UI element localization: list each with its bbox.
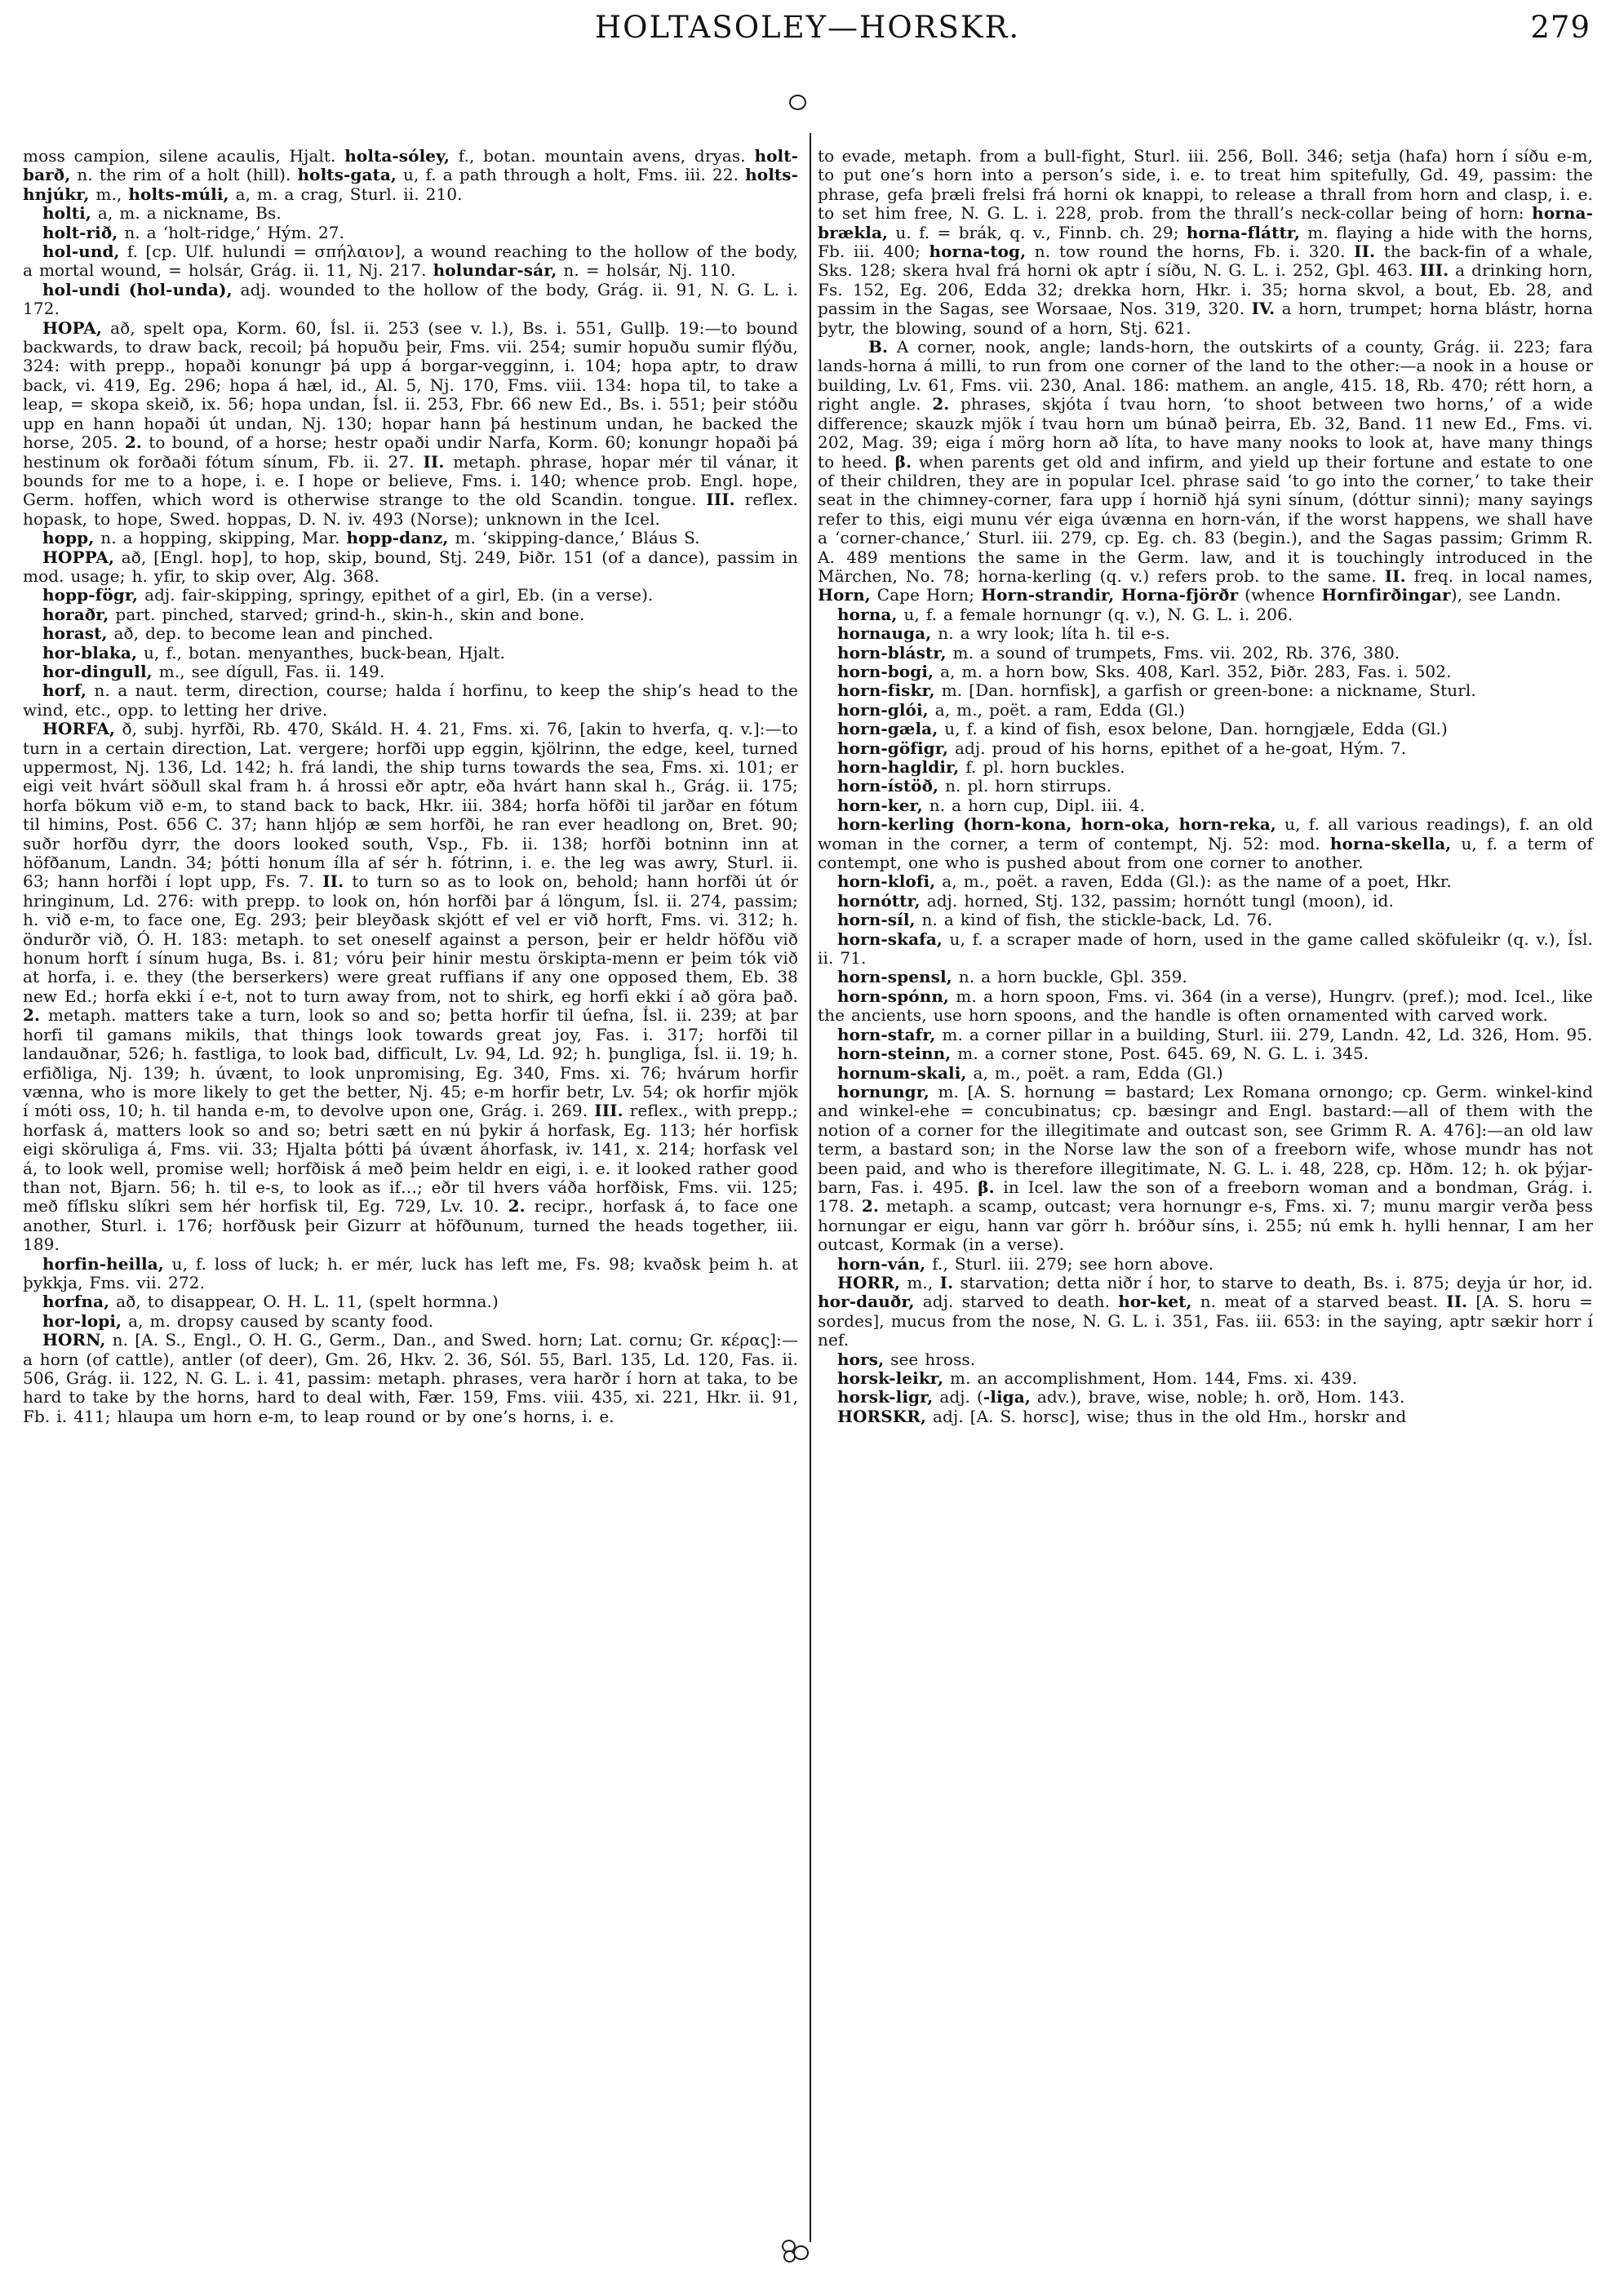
headword: HORR, bbox=[837, 1272, 901, 1292]
entry-text: f., botan. mountain avens, dryas. bbox=[450, 146, 755, 166]
headword: hopp-danz, bbox=[346, 528, 449, 548]
entry-text: a, m. a crag, Sturl. ii. 210. bbox=[228, 184, 463, 204]
headword: hor-lopi, bbox=[42, 1310, 122, 1331]
headword: holts-múli, bbox=[128, 184, 229, 204]
dictionary-entry bbox=[818, 930, 1593, 968]
headword: Hornfirðingar bbox=[1321, 585, 1451, 605]
entry-text: a horn, trumpet; horna blástr, horna þytr, the blowing, sound of a horn, Stj. 621. bbox=[818, 299, 1593, 338]
headword: hornóttr, bbox=[837, 890, 921, 911]
headword: horn-stafr, bbox=[837, 1024, 936, 1044]
entry-text: n. a horn buckle, Gþl. 359. bbox=[952, 967, 1187, 987]
dictionary-entry bbox=[818, 720, 1593, 738]
headword: horsk-ligr, bbox=[837, 1387, 934, 1407]
dictionary-entry bbox=[23, 586, 798, 605]
dictionary-entry bbox=[818, 147, 1593, 338]
entry-text: a drinking horn, Fs. 152, Eg. 206, Edda 32; drekka horn, Hkr. i. 35; horna skvol, a bout, Eb. 28, and passim in the Sagas, see Worsaae, Nos. 319, 320. bbox=[818, 260, 1594, 319]
dictionary-entry bbox=[818, 644, 1593, 663]
running-head-title: HOLTASOLEY—HORSKR. bbox=[594, 10, 1021, 45]
entry-text: m., see dígull, Fas. ii. 149. bbox=[152, 661, 385, 681]
entry-text: f., Sturl. iii. 279; see horn above. bbox=[925, 1253, 1214, 1274]
headword: horn-bogi, bbox=[837, 661, 934, 681]
dictionary-entry bbox=[23, 548, 798, 587]
headword: IV. bbox=[1251, 299, 1276, 319]
headword: horf, bbox=[42, 680, 87, 701]
entry-text: a, m. a nickname, Bs. bbox=[91, 203, 282, 224]
entry-text: n. the rim of a holt (hill). bbox=[70, 165, 298, 185]
headword: hor-dauðr, bbox=[818, 1292, 915, 1312]
headword: horn-kerling (horn-kona, horn-oka, horn-reka, bbox=[837, 814, 1276, 835]
headword: HOPA, bbox=[42, 317, 102, 338]
entry-text: að, [Engl. hop], to hop, skip, bound, Stj. 249, Þiðr. 151 (of a dance), passim in mod. usage; h. yfir, to skip over, Alg. 368. bbox=[23, 547, 798, 586]
entry-text: n. a horn cup, Dipl. iii. 4. bbox=[922, 795, 1146, 815]
headword: II. bbox=[1354, 242, 1376, 262]
dictionary-entry bbox=[23, 1312, 798, 1331]
entry-text: starvation; detta niðr í hor, to starve to death, Bs. i. 875; deyja úr hor, id. bbox=[953, 1272, 1593, 1292]
dictionary-entry bbox=[818, 911, 1593, 929]
dictionary-entry bbox=[818, 701, 1593, 720]
headword: horsk-leikr, bbox=[837, 1368, 944, 1388]
dictionary-entry bbox=[818, 1044, 1593, 1063]
headword: horn-blástr, bbox=[837, 642, 947, 663]
entry-text: n. = holsár, Nj. 110. bbox=[557, 260, 736, 281]
entry-text: adj. ( bbox=[933, 1387, 983, 1407]
entry-text: u, f. a female hornungr (q. v.), N. G. L. i. 206. bbox=[897, 604, 1293, 624]
headword: horn-ístöð, bbox=[837, 776, 939, 796]
headword: holundar-sár, bbox=[433, 260, 557, 281]
entry-text: A corner, nook, angle; lands-horn, the outskirts of a county, Grág. ii. 223; fara lands-horna á milli, to run from one corner of the land to the other:—a nook in a house or building, Lv. 61, Fms. vii. 230, Anal. 186: mathem. an angle, 415. 18, Rb. 470; rétt horn, a right angle. bbox=[818, 337, 1593, 414]
dictionary-entry bbox=[818, 338, 1593, 605]
headword: hor-dingull, bbox=[42, 661, 153, 681]
dictionary-entry bbox=[818, 796, 1593, 815]
headword: horn-hagldir, bbox=[837, 757, 960, 777]
entry-text: adj. fair-skipping, springy, epithet of a girl, Eb. (in a verse). bbox=[138, 585, 654, 605]
dictionary-entry bbox=[818, 605, 1593, 624]
headword: horaðr, bbox=[42, 604, 109, 624]
dictionary-entry bbox=[23, 605, 798, 624]
entry-text: moss campion, silene acaulis, Hjalt. bbox=[23, 146, 345, 166]
entry-text: n. a naut. term, direction, course; halda í horfinu, to keep the ship’s head to the wind, etc., opp. to letting her drive. bbox=[23, 680, 798, 720]
entry-text: to evade, metaph. from a bull-fight, Sturl. iii. 256, Boll. 346; setja (hafa) horn í síðu e-m, to put one’s horn into a person’s side, i. e. to treat him spitefully, Gd. 49, passim: the phrase, gefa þræli frelsi frá horni ok knappi, to release a thrall from horn and clasp, i. e. to set him free, N. G. L. i. 228, prob. from the thrall’s neck-collar being of horn: bbox=[818, 146, 1593, 224]
dictionary-entry bbox=[818, 872, 1593, 891]
headword: Horn, bbox=[818, 585, 871, 605]
dictionary-entry bbox=[818, 758, 1593, 777]
entry-text: n. pl. horn stirrups. bbox=[938, 776, 1112, 796]
entry-text: see hross. bbox=[884, 1349, 976, 1369]
entry-text: að, spelt opa, Korm. 60, Ísl. ii. 253 (see v. l.), Bs. i. 551, Gullþ. 19:—to bound backwards, to draw back, recoil; þá hopuðu þeir, Fms. vii. 254; sumir hopuðu sumir flýðu, 324: with prepp., hopaði konungr þá upp á borgar-vegginn, i. 104; hopa aptr, to draw back, vi. 419, Eg. 296; hopa á hæl, id., Al. 5, Nj. 170, Fms. viii. 134: hopa til, to take a leap, = skopa skeið, ix. 56; hopa undan, Ísl. ii. 253, Fbr. 66 new Ed., Bs. i. 551; þeir stóðu upp en hann hopaði út undan, Nj. 130; hopar hann þá hestinum undan, he backed the horse, 205. bbox=[23, 317, 798, 453]
entry-text: to turn so as to look on, behold; hann horfði út ór hringinum, Ld. 276: with prepp. to look on, hón horfði þar á löngum, Ísl. ii. 274, passim; h. við e-m, to face one, Eg. 293; þeir bleyðask skjótt ef vel er við horft, Fms. vi. 312; h. öndurðr við, Ó. H. 183: metaph. to set oneself against a person, þeir er heldr höfðu við honum horft í sínum huga, Bs. i. 81; vóru þeir hinir mestu örskipta-menn er þeim tók við at horfa, i. e. they (the berserkers) were great ruffians if any one opposed them, Eb. 38 new Ed.; horfa ekki í e-t, not to turn away from, not to shirk, eg horfi ekki í að göra það. bbox=[23, 871, 798, 1006]
entry-text: recipr., horfask á, to face one another, Sturl. i. 176; horfðusk þeir Gizurr at höfðunum, turned the heads together, iii. 189. bbox=[23, 1196, 798, 1255]
headword: HORSKR, bbox=[837, 1406, 927, 1426]
headword: horna-tog, bbox=[929, 242, 1027, 262]
entry-text: m. a corner pillar in a building, Sturl. iii. 279, Landn. 42, Ld. 326, Hom. 95. bbox=[935, 1024, 1593, 1044]
entry-text: m. an accomplishment, Hom. 144, Fms. xi. 439. bbox=[943, 1368, 1358, 1388]
entry-text: f. [cp. Ulf. hulundi = σπήλαιον], a wound reaching to the hollow of the body, a mortal wound, = holsár, Grág. ii. 11, Nj. 217. bbox=[23, 242, 798, 281]
dictionary-entry bbox=[23, 1331, 798, 1426]
dictionary-entry bbox=[23, 224, 798, 242]
entry-text: u, f. all various readings), f. an old woman in the corner, a term of contempt, Nj. 52: mod. bbox=[818, 814, 1593, 853]
dictionary-entry bbox=[818, 1407, 1593, 1426]
dictionary-entry bbox=[818, 1064, 1593, 1083]
headword: Horn-strandir, Horna-fjörðr bbox=[981, 585, 1239, 605]
entry-text: a, m. a horn bow, Sks. 408, Karl. 352, Þiðr. 283, Fas. i. 502. bbox=[934, 661, 1452, 681]
entry-text: adj. [A. S. horsc], wise; thus in the old Hm., horskr and bbox=[926, 1406, 1407, 1426]
entry-text: að, to disappear, O. H. L. 11, (spelt hormna.) bbox=[109, 1292, 499, 1312]
headword: β. bbox=[894, 451, 912, 472]
headword: hopp-fögr, bbox=[42, 585, 139, 605]
entry-text: [A. S. horu = sordes], mucus from the nose, N. G. L. i. 351, Fas. iii. 653: in the saying, aptr sækir horr í nef. bbox=[818, 1292, 1593, 1350]
entry-text: adv.), brave, wise, noble; h. orð, Hom. 143. bbox=[1030, 1387, 1405, 1407]
dictionary-entry bbox=[818, 968, 1593, 986]
entry-text: u, f. loss of luck; h. er mér, luck has left me, Fs. 98; kvaðsk þeim h. at þykkja, Fms. vii. 272. bbox=[23, 1253, 798, 1292]
headword: horast, bbox=[42, 623, 108, 644]
headword: hol-und, bbox=[42, 242, 120, 262]
dictionary-entry bbox=[818, 624, 1593, 643]
headword: HORFA, bbox=[42, 719, 116, 739]
headword: horfna, bbox=[42, 1292, 110, 1312]
headword: hornauga, bbox=[837, 623, 932, 644]
dictionary-entry bbox=[23, 644, 798, 663]
headword: II. bbox=[423, 451, 445, 472]
dictionary-entry bbox=[818, 1369, 1593, 1388]
entry-text: m. a corner stone, Post. 645. 69, N. G. L. i. 345. bbox=[951, 1044, 1369, 1064]
headword: horn-gæla, bbox=[837, 719, 938, 739]
dictionary-entry bbox=[23, 720, 798, 1254]
entry-text: n. tow round the horns, Fb. i. 320. bbox=[1026, 242, 1355, 262]
column-divider-rule bbox=[810, 133, 811, 2242]
headword: holt-rið, bbox=[42, 222, 118, 242]
headword: 2. bbox=[23, 1005, 41, 1026]
entry-text: að, dep. to become lean and pinched. bbox=[107, 623, 433, 644]
entry-text: metaph. phrase, hopar mér til vánar, it bounds for me to a hope, i. e. I hope or believe, Fms. i. 140; whence prob. Engl. hope, Germ. hoffen, which word is otherwise strange to the old Scandin. tongue. bbox=[23, 451, 798, 510]
dictionary-entry bbox=[23, 242, 798, 281]
headword: 2. bbox=[124, 432, 142, 453]
dictionary-entry bbox=[23, 529, 798, 547]
entry-text: m. flaying a hide with the horns, Fb. iii. 400; bbox=[818, 222, 1593, 262]
headword: II. bbox=[1446, 1292, 1468, 1312]
dictionary-entry bbox=[818, 1255, 1593, 1274]
entry-text: ð, subj. hyrfði, Rb. 470, Skáld. H. 4. 21, Fms. xi. 76, [akin to hverfa, q. v.]:—to turn in a certain direction, Lat. vergere; horfði upp eggin, kjölrinn, the edge, keel, turned uppermost, Nj. 136, Ld. 142; h. frá landi, the ship turns towards the sea, Fms. xi. 101; er eigi veit hvárt söðull skal fram h. á hrossi eðr aptr, eða hvárt hann skal h., Grág. ii. 175; horfa bökum við e-m, to stand back to back, Hkr. iii. 384; horfa höfði til jarðar en fótum til himins, Post. 656 C. 37; hann hljóp æ sem horfði, he ran ever headlong on, Bret. 90; suðr horfðu dyrr, the doors looked south, Vsp., Fb. ii. 138; horfði botninn inn at höfðanum, Landn. 34; þótti honum ílla af sér h. fótrinn, i. e. the leg was awry, Sturl. ii. 63; hann horfði í lopt upp, Fs. 7. bbox=[23, 719, 798, 892]
headword: hor-blaka, bbox=[42, 642, 138, 663]
entry-text: adj. proud of his horns, epithet of a he-goat, Hým. 7. bbox=[948, 738, 1407, 758]
entry-text: to bound, of a horse; hestr opaði undir Narfa, Korm. 60; konungr hopaði þá hestinum ok forðaði fótum sínum, Fb. ii. 27. bbox=[23, 432, 798, 472]
entry-text: m. [A. S. hornung = bastard; Lex Romana ornongo; cp. Germ. winkel-kind and winkel-ehe = concubinatus; cp. bæsingr and Engl. bastard:—all of them with the notion of a corner for the illegitimate and outcast son, see Grimm R. A. 476]:—an old law term, a bastard son; in the Norse law the son of a freeborn wife, whose mundr has not been paid, and who is therefore illegitimate, N. G. L. i. 48, 228, cp. Hðm. 12; h. ok þýjar-barn, Fas. i. 495. bbox=[818, 1081, 1593, 1197]
entry-text: ), see Landn. bbox=[1450, 585, 1561, 605]
headword: hors, bbox=[837, 1349, 885, 1369]
headword: hol-undi (hol-unda), bbox=[42, 279, 233, 299]
entry-text: (whence bbox=[1238, 585, 1322, 605]
entry-text: n. [A. S., Engl., O. H. G., Germ., Dan., and Swed. horn; Lat. cornu; Gr. κέρας]:—a horn (of cattle), antler (of deer), Gm. 26, Hkv. 2. 36, Sól. 55, Barl. 135, Ld. 120, Fas. ii. 506, Grág. ii. 122, N. G. L. i. 41, passim: metaph. phrases, vera harðr í horn at taka, to be hard to take by the horns, hard to deal with, Fær. 159, Fms. viii. 435, xi. 221, Hkr. ii. 91, Fb. i. 411; hlaupa um horn e-m, to leap round or by one’s horns, i. e. bbox=[23, 1330, 798, 1426]
entry-text: u, f., botan. menyanthes, buck-bean, Hjalt. bbox=[137, 642, 506, 663]
headword: horn-ván, bbox=[837, 1253, 926, 1274]
headword: HOPPA, bbox=[42, 547, 115, 567]
entry-text: metaph. a scamp, outcast; vera hornungr e-s, Fms. xi. 7; munu margir verða þess hornungar er eigu, hann var görr h. bróður síns, i. 255; nú emk h. hylli hennar, I am her outcast, Kormak (in a verse). bbox=[818, 1196, 1594, 1255]
entry-text: m., bbox=[89, 184, 129, 204]
ring-ornament-bottom bbox=[793, 2245, 809, 2260]
headword: III. bbox=[1419, 260, 1449, 281]
headword: horn-steinn, bbox=[837, 1044, 952, 1064]
dictionary-entry bbox=[818, 1274, 1593, 1350]
headword: horn-spensl, bbox=[837, 967, 952, 987]
entry-text: adj. horned, Stj. 132, passim; hornótt tungl (moon), id. bbox=[920, 890, 1394, 911]
entry-text: n. a kind of fish, the stickle-back, Ld. 76. bbox=[915, 910, 1273, 930]
entry-text: adj. wounded to the hollow of the body, Grág. ii. 91, N. G. L. i. 172. bbox=[23, 279, 798, 319]
headword: HORN, bbox=[42, 1330, 106, 1350]
entry-text: f. pl. horn buckles. bbox=[959, 757, 1125, 777]
entry-text: freq. in local names, bbox=[1405, 565, 1593, 586]
entry-text: part. pinched, starved; grind-h., skin-h., skin and bone. bbox=[109, 604, 585, 624]
headword: 2. bbox=[932, 394, 950, 414]
dictionary-entry bbox=[818, 1083, 1593, 1255]
entry-text: adj. starved to death. bbox=[914, 1292, 1119, 1312]
dictionary-entry bbox=[818, 815, 1593, 872]
entry-text: the back-fin of a whale, Sks. 128; skera hval frá horni ok aptr í síðu, N. G. L. i. 252, Gþl. 463. bbox=[818, 242, 1593, 281]
headword: horn-glói, bbox=[837, 699, 929, 720]
entry-text: u, f. a scraper made of horn, used in the game called sköfuleikr (q. v.), Ísl. ii. 71. bbox=[818, 929, 1593, 968]
headword: -liga, bbox=[983, 1387, 1031, 1407]
headword: horn-spónn, bbox=[837, 986, 949, 1006]
entry-text: n. a wry look; líta h. til e-s. bbox=[931, 623, 1170, 644]
page-number: 279 bbox=[1530, 10, 1591, 45]
dictionary-entry bbox=[818, 739, 1593, 758]
entry-text: phrases, skjóta í tvau horn, ‘to shoot between two horns,’ of a wide difference; skauzk mjök í tvau horn um búnað þeirra, Eb. 32, Band. 11 new Ed., Fms. vi. 202, Mag. 39; eiga í mörg horn að líta, to have many nooks to look at, have many things to heed. bbox=[818, 394, 1594, 472]
headword: horfin-heilla, bbox=[42, 1253, 164, 1274]
entry-text: a, m. dropsy caused by scanty food. bbox=[122, 1310, 434, 1331]
headword: β. bbox=[978, 1177, 995, 1197]
headword: holts-gata, bbox=[297, 165, 397, 185]
column-left bbox=[23, 147, 798, 1426]
entry-text: Cape Horn; bbox=[870, 585, 982, 605]
headword: horn-göfigr, bbox=[837, 738, 949, 758]
headword: holta-sóley, bbox=[344, 146, 450, 166]
headword: III. bbox=[706, 490, 735, 510]
dictionary-entry bbox=[23, 624, 798, 643]
dictionary-entry bbox=[818, 681, 1593, 700]
dictionary-entry bbox=[818, 1026, 1593, 1044]
headword: holt-barð, bbox=[23, 146, 798, 185]
dictionary-entry bbox=[818, 892, 1593, 911]
headword: horn-síl, bbox=[837, 910, 916, 930]
headword: 2. bbox=[861, 1196, 879, 1217]
headword: I. bbox=[939, 1272, 954, 1292]
dictionary-entry bbox=[23, 663, 798, 681]
dictionary-entry bbox=[818, 1350, 1593, 1369]
headword: horna, bbox=[837, 604, 898, 624]
headword: II. bbox=[1384, 565, 1406, 586]
headword: hopp, bbox=[42, 528, 95, 548]
ring-ornament-top bbox=[789, 95, 806, 110]
headword: horna-brækla, bbox=[818, 203, 1593, 242]
headword: hor-ket, bbox=[1118, 1292, 1192, 1312]
headword: horn-ker, bbox=[837, 795, 923, 815]
dictionary-entry bbox=[818, 777, 1593, 796]
headword: horn-klofi, bbox=[837, 871, 936, 892]
entry-text: u, f. a kind of fish, esox belone, Dan. horngjæle, Edda (Gl.) bbox=[938, 719, 1448, 739]
dictionary-entry bbox=[818, 987, 1593, 1026]
dictionary-entry bbox=[23, 281, 798, 319]
headword: horna-skella, bbox=[1329, 833, 1452, 853]
headword: hornum-skali, bbox=[837, 1062, 967, 1083]
headword: holts-hnjúkr, bbox=[23, 165, 798, 204]
entry-text: m. a horn spoon, Fms. vi. 364 (in a verse), Hungrv. (pref.); mod. Icel., like the ancients, use horn spoons, and the handle is often ornamented with carved work. bbox=[818, 986, 1593, 1026]
entry-text: m. [Dan. hornfisk], a garfish or green-bone: a nickname, Sturl. bbox=[934, 680, 1476, 701]
headword: hornungr, bbox=[837, 1081, 930, 1101]
dictionary-entry bbox=[23, 1292, 798, 1311]
column-right bbox=[818, 147, 1593, 1426]
dictionary-entry bbox=[23, 319, 798, 529]
headword: horn-fiskr, bbox=[837, 680, 935, 701]
dictionary-entry bbox=[818, 1388, 1593, 1407]
entry-text: m. a sound of trumpets, Fms. vii. 202, Rb. 376, 380. bbox=[946, 642, 1400, 663]
entry-text: a, m., poët. a ram, Edda (Gl.) bbox=[966, 1062, 1223, 1083]
entry-text: u, f. a term of contempt, one who is pushed about from one corner to another. bbox=[818, 833, 1593, 873]
entry-text: u. f. = brák, q. v., Finnb. ch. 29; bbox=[888, 222, 1187, 242]
dictionary-entry bbox=[23, 1255, 798, 1293]
headword: holti, bbox=[42, 203, 91, 224]
entry-text: metaph. matters take a turn, look so and so; þetta horfir til úefna, Ísl. ii. 239; at þar horfi til gamans mikils, that things look towards great joy, Fas. i. 317; horfði til landauðnar, 526; h. fastliga, to look bad, difficult, Lv. 94, Ld. 92; h. þungliga, Ísl. ii. 19; h. erfiðliga, Nj. 139; h. úvænt, to look unpromising, Eg. 340, Fms. xi. 76; hvárum horfir vænna, who is more likely to get the better, Nj. 45; e-m horfir betr, Lv. 54; ok horfir mjök í móti oss, 10; h. til handa e-m, to devolve upon one, Grág. i. 269. bbox=[23, 1005, 798, 1121]
dictionary-entry bbox=[23, 204, 798, 223]
entry-text: reflex. hopask, to hope, Swed. hoppas, D. N. iv. 493 (Norse); unknown in the Icel. bbox=[23, 490, 798, 529]
entry-text: n. a ‘holt-ridge,’ Hým. 27. bbox=[118, 222, 345, 242]
entry-text: when parents get old and infirm, and yield up their fortune and estate to one of their children, they are in popular Icel. phrase said ‘to go into the corner,’ to take their seat in the chimney-corner, fara upp í hornið hjá syni sínum, (dóttur sinni); many sayings refer to this, eigi munu vér eiga úvænna en horn-ván, if the worst happens, we shall have a ‘corner-chance,’ Sturl. iii. 279, cp. Eg. ch. 83 (begin.), and the Sagas passim; Grimm R. A. 489 mentions the same in the Germ. law, and it is touchingly introduced in the Märchen, No. 78; horna-kerling (q. v.) refers prob. to the same. bbox=[818, 451, 1594, 586]
dictionary-entry bbox=[23, 681, 798, 720]
headword: horn-skafa, bbox=[837, 929, 943, 949]
headword: 2. bbox=[508, 1196, 526, 1217]
headword: B. bbox=[868, 337, 889, 357]
ring-ornament-bottom bbox=[783, 2250, 796, 2263]
entry-text: m., bbox=[900, 1272, 940, 1292]
entry-text: reflex., with prepp.; horfask á, matters look so and so; betri sætt en nú þykir á horfask, Eg. 113; hér horfisk eigi sköruliga á, Fms. vii. 33; Hjalta þótti þá úvænt áhorfask, iv. 141, x. 214; horfask vel á, to look well, promise well; horfðisk á með þeim heldr en eigi, i. e. it looked rather good than not, Bjarn. 56; h. til e-s, to look as if…; eðr til hvers váða horfðisk, Fms. vii. 125; með fíflsku slíkri sem hér horfisk til, Eg. 729, Lv. 10. bbox=[23, 1101, 798, 1217]
dictionary-entry bbox=[818, 663, 1593, 681]
entry-text: m. ‘skipping-dance,’ Bláus S. bbox=[448, 528, 700, 548]
entry-text: n. a hopping, skipping, Mar. bbox=[94, 528, 347, 548]
headword: horna-fláttr, bbox=[1186, 222, 1301, 242]
headword: III. bbox=[594, 1101, 623, 1121]
entry-text: n. meat of a starved beast. bbox=[1191, 1292, 1447, 1312]
entry-text: u, f. a path through a holt, Fms. iii. 22. bbox=[396, 165, 746, 185]
entry-text: in Icel. law the son of a freeborn woman and a bondman, Grág. i. 178. bbox=[818, 1177, 1593, 1217]
dictionary-entry bbox=[23, 147, 798, 204]
entry-text: a, m., poët. a ram, Edda (Gl.) bbox=[928, 699, 1186, 720]
headword: II. bbox=[322, 871, 344, 892]
entry-text: a, m., poët. a raven, Edda (Gl.): as the name of a poet, Hkr. bbox=[935, 871, 1452, 892]
